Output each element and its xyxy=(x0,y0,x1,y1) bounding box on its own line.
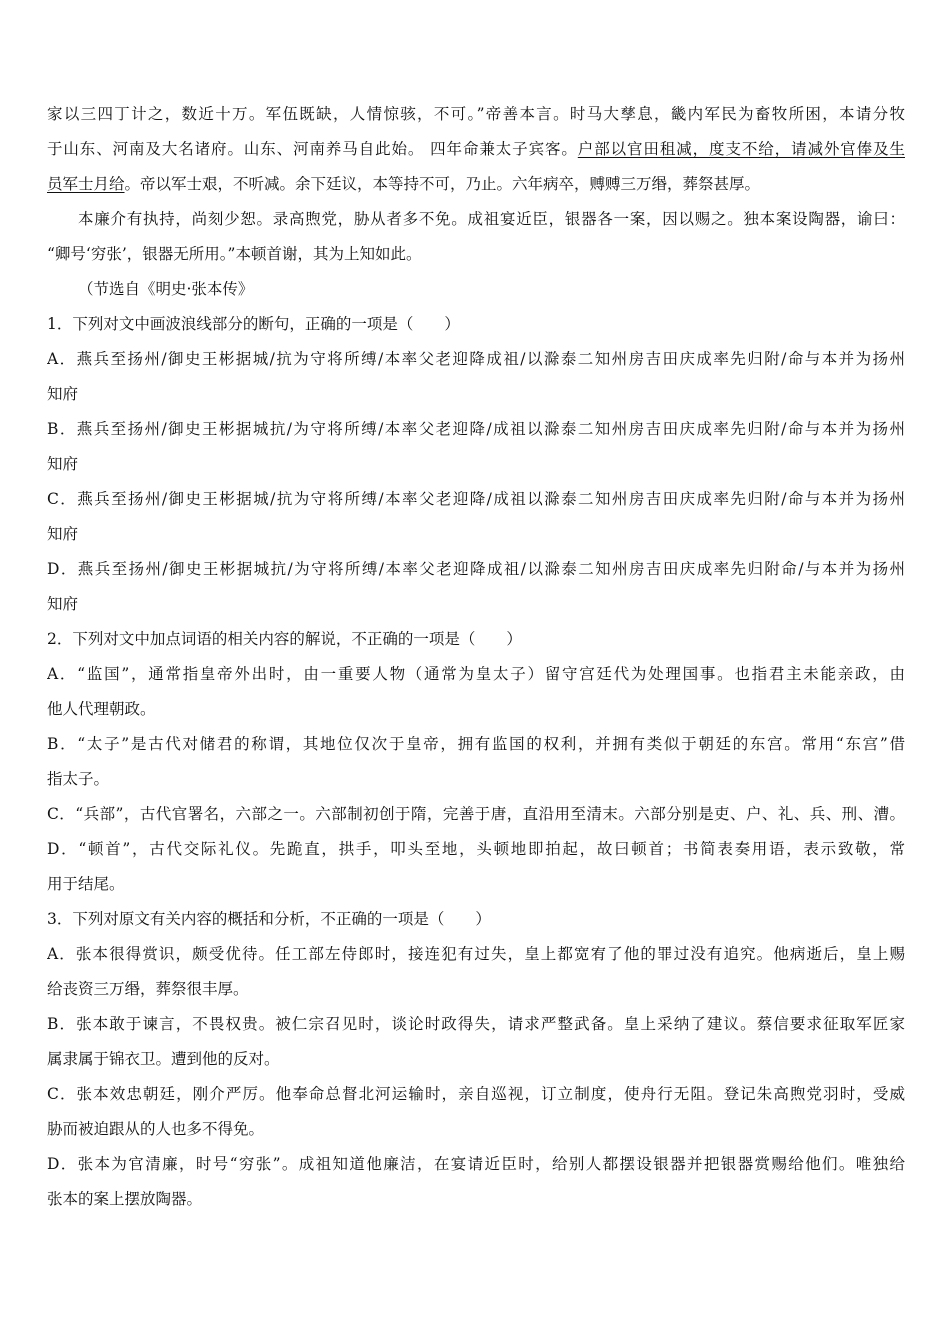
question-stem: 2．下列对文中加点词语的相关内容的解说，不正确的一项是（ ） xyxy=(47,630,522,648)
option-a-cont: 知府 xyxy=(47,385,79,403)
option-d: D．“顿首”，古代交际礼仪。先跪直，拱手，叩头至地，头顿地即拍起，故曰顿首；书简表奏用语，表示致敬，常 xyxy=(47,840,905,858)
option-c: C．燕兵至扬州/御史王彬据城/抗为守将所缚/本率父老迎降/成祖以滁泰二知州房吉田庆成率先归附/命与本并为扬州 xyxy=(47,490,905,508)
option-d-cont: 知府 xyxy=(47,595,79,613)
passage-line xyxy=(47,132,905,167)
question-stem: 1．下列对文中画波浪线部分的断句，正确的一项是（ ） xyxy=(47,315,460,333)
passage-line xyxy=(47,167,905,202)
option-d-cont: 张本的案上摆放陶器。 xyxy=(47,1190,203,1208)
passage-text: 。帝以军士艰，不听减。余下廷议，本等持不可，乃止。六年病卒，赙赙三万缗，葬祭甚厚。 xyxy=(124,175,761,193)
option-d: D．燕兵至扬州/御史王彬据城抗/为守将所缚/本率父老迎降成祖/以滁泰二知州房吉田庆成率先归附命/与本并为扬州 xyxy=(47,560,905,578)
option-b: B．“太子”是古代对储君的称谓，其地位仅次于皇帝，拥有监国的权利，并拥有类似于朝廷的东宫。常用“东宫”借 xyxy=(47,735,905,753)
question-1 xyxy=(47,307,905,622)
option-b-cont: 指太子。 xyxy=(47,770,110,788)
question-3 xyxy=(47,902,905,1217)
option-a: A．“监国”，通常指皇帝外出时，由一重要人物（通常为皇太子）留守宫廷代为处理国事。也指君主未能亲政，由 xyxy=(47,665,905,683)
option-b: B．燕兵至扬州/御史王彬据城抗/为守将所缚/本率父老迎降/成祖以滁泰二知州房吉田庆成率先归附/命与本并为扬州 xyxy=(47,420,905,438)
question-stem: 3．下列对原文有关内容的概括和分析，不正确的一项是（ ） xyxy=(47,910,491,928)
option-a-cont: 给丧资三万缗，葬祭很丰厚。 xyxy=(47,980,249,998)
option-c-cont: 知府 xyxy=(47,525,79,543)
option-b-cont: 属隶属于锦衣卫。遭到他的反对。 xyxy=(47,1050,280,1068)
underlined-text: 户部以官田租减，度支不给，请减外官俸及生 xyxy=(577,140,905,158)
passage-source: （节选自《明史·张本传》 xyxy=(78,280,254,298)
option-c-cont: 胁而被迫跟从的人也多不得免。 xyxy=(47,1120,265,1138)
document-content xyxy=(47,97,905,1217)
underlined-text: 员军士月给 xyxy=(47,175,125,193)
option-a: A．张本很得赏识，颇受优待。任工部左侍郎时，接连犯有过失，皇上都宽宥了他的罪过没有追究。他病逝后，皇上赐 xyxy=(47,945,905,963)
option-a: A．燕兵至扬州/御史王彬据城/抗为守将所缚/本率父老迎降成祖/以滁泰二知州房吉田庆成率先归附/命与本并为扬州 xyxy=(47,350,905,368)
option-a-cont: 他人代理朝政。 xyxy=(47,700,156,718)
option-b-cont: 知府 xyxy=(47,455,79,473)
option-d: D．张本为官清廉，时号“穷张”。成祖知道他廉洁，在宴请近臣时，给别人都摆设银器并把银器赏赐给他们。唯独给 xyxy=(47,1155,905,1173)
passage-line: 本廉介有执持，尚刻少恕。录高煦党，胁从者多不免。成祖宴近臣，银器各一案，因以赐之。独本案设陶器，谕曰： xyxy=(78,210,905,228)
passage-text: 于山东、河南及大名诸府。山东、河南养马自此始。 四年命兼太子宾客。 xyxy=(47,140,578,158)
passage-line: 家以三四丁计之，数近十万。军伍既缺，人情惊骇，不可。”帝善本言。时马大孳息，畿内军民为畜牧所困，本请分牧 xyxy=(47,105,905,123)
option-d-cont: 用于结尾。 xyxy=(47,875,125,893)
passage-line: “卿号‘穷张’，银器无所用。”本顿首谢，其为上知如此。 xyxy=(47,245,422,263)
question-2 xyxy=(47,622,905,902)
option-c: C．张本效忠朝廷，刚介严厉。他奉命总督北河运输时，亲自巡视，订立制度，使舟行无阻。登记朱高煦党羽时，受威 xyxy=(47,1085,905,1103)
option-c: C．“兵部”，古代官署名，六部之一。六部制初创于隋，完善于唐，直沿用至清末。六部分别是吏、户、礼、兵、刑、漕。 xyxy=(47,805,905,823)
option-b: B．张本敢于谏言，不畏权贵。被仁宗召见时，谈论时政得失，请求严整武备。皇上采纳了建议。蔡信要求征取军匠家 xyxy=(47,1015,905,1033)
